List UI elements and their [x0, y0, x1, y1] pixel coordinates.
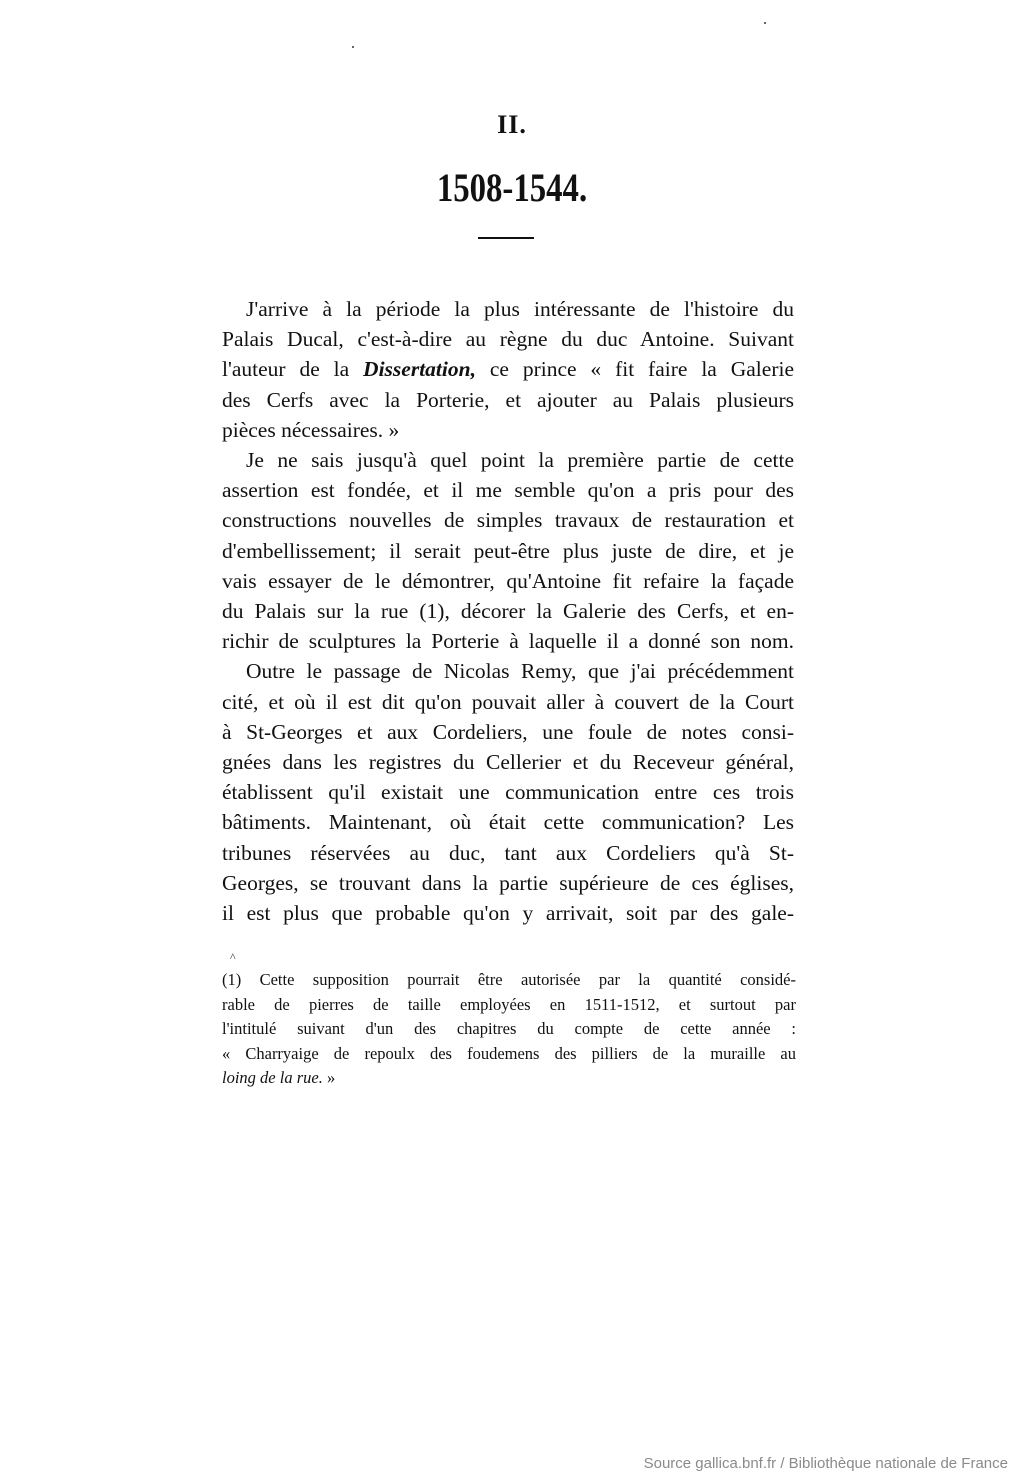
paragraph-1 [222, 294, 794, 445]
text-line: du Palais sur la rue (1), décorer la Galerie des Cerfs, et en- [222, 599, 794, 624]
footnote-line: « Charryaige de repoulx des foudemens des pilliers de la muraille au [222, 1043, 796, 1063]
text-line: vais essayer de le démontrer, qu'Antoine fit refaire la façade [222, 568, 794, 593]
text-line: d'embellissement; il serait peut-être plus juste de dire, et je [222, 538, 794, 563]
source-credit: Source gallica.bnf.fr / Bibliothèque nationale de France [643, 1455, 1008, 1472]
text-line: Je ne sais jusqu'à quel point la première partie de cette [246, 448, 794, 473]
text-line: richir de sculptures la Porterie à laquelle il a donné son nom. [222, 629, 794, 654]
footnote-line: rable de pierres de taille employées en 1511-1512, et surtout par [222, 994, 796, 1014]
italic-quote: loing de la rue. [222, 1068, 323, 1087]
footnote [222, 968, 796, 1091]
chapter-number: II. [497, 110, 527, 139]
text-line: Outre le passage de Nicolas Remy, que j'ai précédemment [246, 659, 794, 684]
text-line: il est plus que probable qu'on y arrivait, soit par des gale- [222, 901, 794, 926]
text-fragment: ce prince « fit faire la Galerie [475, 357, 794, 382]
ink-speck-left [352, 46, 354, 48]
text-line: tribunes réservées au duc, tant aux Cordeliers qu'à St- [222, 840, 794, 865]
footnote-line: l'intitulé suivant d'un des chapitres du compte de cette année : [222, 1019, 796, 1038]
text-line: établissent qu'il existait une communication entre ces trois [222, 780, 794, 805]
text-line: Palais Ducal, c'est-à-dire au règne du duc Antoine. Suivant [222, 327, 794, 352]
main-text [222, 294, 794, 928]
italic-title-dissertation: Dissertation, [363, 357, 476, 382]
text-line: pièces nécessaires. » [222, 417, 400, 442]
text-fragment: l'auteur de la [222, 357, 364, 382]
text-line: à St-Georges et aux Cordeliers, une foule de notes consi- [222, 719, 794, 744]
text-line: des Cerfs avec la Porterie, et ajouter au Palais plusieurs [222, 387, 794, 412]
text-fragment: » [322, 1068, 336, 1087]
footnote-line-with-italic [222, 1066, 796, 1091]
text-line-with-italic [222, 354, 794, 384]
chapter-dates-heading: 1508-1544. [436, 165, 588, 210]
footnote-line: (1) Cette supposition pourrait être autorisée par la quantité considé- [222, 970, 796, 989]
text-line: gnées dans les registres du Cellerier et du Receveur général, [222, 750, 794, 775]
paragraph-3 [222, 656, 794, 928]
text-line: constructions nouvelles de simples travaux de restauration et [222, 508, 794, 533]
text-line: assertion est fondée, et il me semble qu'on a pris pour des [222, 478, 794, 503]
heading-rule [478, 237, 534, 239]
text-line: bâtiments. Maintenant, où était cette communication? Les [222, 810, 794, 835]
paragraph-2 [222, 445, 794, 656]
ink-speck-right [764, 22, 766, 24]
footnote-mark: ^ [230, 950, 236, 964]
text-line: Georges, se trouvant dans la partie supérieure de ces églises, [222, 870, 794, 895]
text-line: cité, et où il est dit qu'on pouvait aller à couvert de la Court [222, 689, 794, 714]
text-line: J'arrive à la période la plus intéressante de l'histoire du [246, 297, 794, 321]
